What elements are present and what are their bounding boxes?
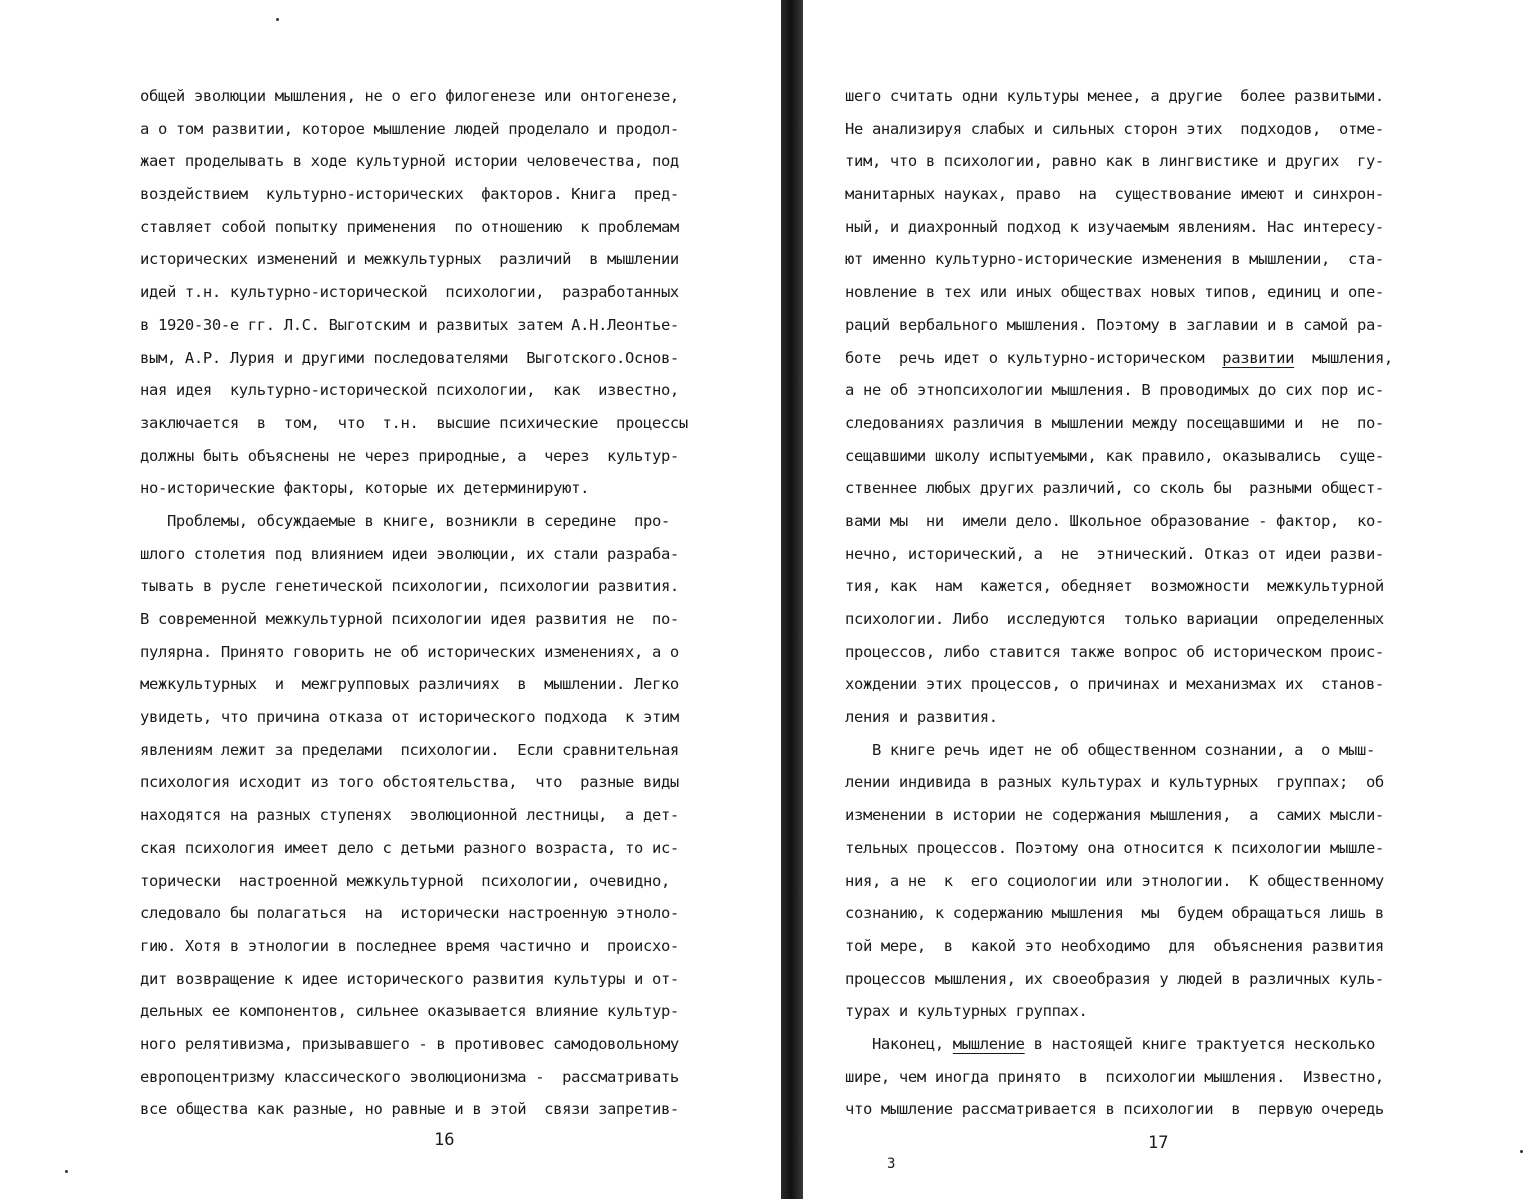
right-page <box>800 0 1537 1199</box>
text-line: Проблемы, обсуждаемые в книге, возникли в середине про- <box>140 511 670 530</box>
text-line: заключается в том, что т.н. высшие психические процессы <box>140 413 688 432</box>
text-line: ная идея культурно-исторической психологии, как известно, <box>140 381 679 400</box>
text-line: воздействием культурно-исторических факторов. Книга пред- <box>140 185 679 204</box>
text-line: изменении в истории не содержания мышления, а самих мысли- <box>845 806 1384 825</box>
text-line: психология исходит из того обстоятельства, что разные виды <box>140 773 679 792</box>
text-line: нечно, исторический, а не этнический. Отказ от идеи разви- <box>845 544 1384 563</box>
text-line: манитарных науках, право на существование имеют и синхрон- <box>845 185 1384 204</box>
scan-speck <box>1520 1150 1523 1153</box>
text-line: ный, и диахронный подход к изучаемым явлениям. Нас интересу- <box>845 217 1384 236</box>
underlined-word: мышление <box>952 1034 1025 1053</box>
text-line: процессов мышления, их своеобразия у людей в различных куль- <box>845 969 1384 988</box>
text-line: В современной межкультурной психологии идея развития не по- <box>140 610 679 628</box>
text-line: исторических изменений и межкультурных различий в мышлении <box>140 250 679 269</box>
right-page-text <box>845 80 1457 1126</box>
text-line: гию. Хотя в этнологии в последнее время частично и происхо- <box>140 936 679 955</box>
text-line: ская психология имеет дело с детьми разного возраста, то ис- <box>140 838 679 857</box>
text-line: Не анализируя слабых и сильных сторон этих подходов, отме- <box>845 119 1384 138</box>
text-line: В книге речь идет не об общественном сознании, а о мыш- <box>845 740 1375 759</box>
text-line: шлого столетия под влиянием идеи эволюции, их стали разраба- <box>140 544 679 563</box>
text-line: европоцентризму классического эволюционизма - рассматривать <box>140 1067 679 1086</box>
text-line: ственнее любых других различий, со сколь бы разными общест- <box>845 479 1384 498</box>
text-line: идей т.н. культурно-исторической психологии, разработанных <box>140 283 679 302</box>
text-line: вым, А.Р. Лурия и другими последователями Выготского.Основ- <box>140 348 679 367</box>
text-line: следовало бы полагаться на исторически настроенную этноло- <box>140 904 679 923</box>
text-line: дит возвращение к идее исторического развития культуры и от- <box>140 969 679 988</box>
text-line: лении индивида в разных культурах и культурных группах; об <box>845 773 1384 792</box>
text-line: хождении этих процессов, о причинах и механизмах их станов- <box>845 675 1384 694</box>
text-line: раций вербального мышления. Поэтому в заглавии и в самой ра- <box>845 315 1384 334</box>
text-line: а о том развитии, которое мышление людей проделало и продол- <box>140 119 679 138</box>
text-line: общей эволюции мышления, не о его филогенезе или онтогенезе, <box>140 87 679 105</box>
text-line: что мышление рассматривается в психологии в первую очередь <box>845 1100 1384 1119</box>
text-line: ния, а не к его социологии или этнологии. К общественному <box>845 871 1384 890</box>
text-line: а не об этнопсихологии мышления. В проводимых до сих пор ис- <box>845 381 1384 400</box>
text-line: ют именно культурно-исторические изменения в мышлении, ста- <box>845 250 1384 269</box>
text-line: боте речь идет о культурно-историческом развитии мышления, <box>845 348 1393 367</box>
right-page-number: 17 <box>1148 1133 1169 1153</box>
text-line: шего считать одни культуры менее, а другие более развитыми. <box>845 87 1384 105</box>
text-line: новление в тех или иных обществах новых типов, единиц и опе- <box>845 283 1384 302</box>
text-line: межкультурных и межгрупповых различиях в мышлении. Легко <box>140 675 679 694</box>
text-line: сознанию, к содержанию мышления мы будем обращаться лишь в <box>845 904 1384 923</box>
text-line: той мере, в какой это необходимо для объяснения развития <box>845 936 1384 955</box>
text-line: увидеть, что причина отказа от исторического подхода к этим <box>140 708 679 727</box>
text-line: следованиях различия в мышлении между посещавшими и не по- <box>845 413 1384 432</box>
text-line: шире, чем иногда принято в психологии мышления. Известно, <box>845 1067 1384 1086</box>
text-line: ставляет собой попытку применения по отношению к проблемам <box>140 217 679 236</box>
text-line: находятся на разных ступенях эволюционной лестницы, а дет- <box>140 806 679 825</box>
left-page-number: 16 <box>434 1130 455 1150</box>
text-line: должны быть объяснены не через природные, а через культур- <box>140 446 679 465</box>
sheet-number: 3 <box>887 1156 896 1172</box>
text-line: но-исторические факторы, которые их детерминируют. <box>140 479 590 498</box>
text-line: тия, как нам кажется, обедняет возможности межкультурной <box>845 577 1384 596</box>
text-line: Наконец, мышление в настоящей книге трактуется несколько <box>845 1034 1375 1053</box>
text-line: ного релятивизма, призывавшего - в противовес самодовольному <box>140 1034 679 1053</box>
text-line: процессов, либо ставится также вопрос об историческом проис- <box>845 642 1384 661</box>
text-line: торически настроенной межкультурной психологии, очевидно, <box>140 871 670 890</box>
scan-speck <box>276 18 279 21</box>
text-line: дельных ее компонентов, сильнее оказывается влияние культур- <box>140 1002 679 1021</box>
text-line: жает проделывать в ходе культурной истории человечества, под <box>140 152 679 171</box>
text-line: тывать в русле генетической психологии, психологии развития. <box>140 577 679 596</box>
text-line: психологии. Либо исследуются только вариации определенных <box>845 610 1384 628</box>
left-page-text <box>140 80 750 1126</box>
text-line: ления и развития. <box>845 708 998 727</box>
text-line: явлениям лежит за пределами психологии. Если сравнительная <box>140 740 679 759</box>
text-line: тим, что в психологии, равно как в лингвистике и других гу- <box>845 152 1384 171</box>
text-line: все общества как разные, но равные и в этой связи запретив- <box>140 1100 679 1119</box>
text-line: тельных процессов. Поэтому она относится к психологии мышле- <box>845 838 1384 857</box>
text-line: турах и культурных группах. <box>845 1002 1088 1021</box>
text-line: вами мы ни имели дело. Школьное образование - фактор, ко- <box>845 511 1384 530</box>
underlined-word: развитии <box>1222 348 1295 367</box>
text-line: в 1920-30-е гг. Л.С. Выготским и развитых затем А.Н.Леонтье- <box>140 315 679 334</box>
scan-speck <box>65 1170 68 1173</box>
text-line: пулярна. Принято говорить не об исторических изменениях, а о <box>140 642 679 661</box>
text-line: сещавшими школу испытуемыми, как правило, оказывались суще- <box>845 446 1384 465</box>
